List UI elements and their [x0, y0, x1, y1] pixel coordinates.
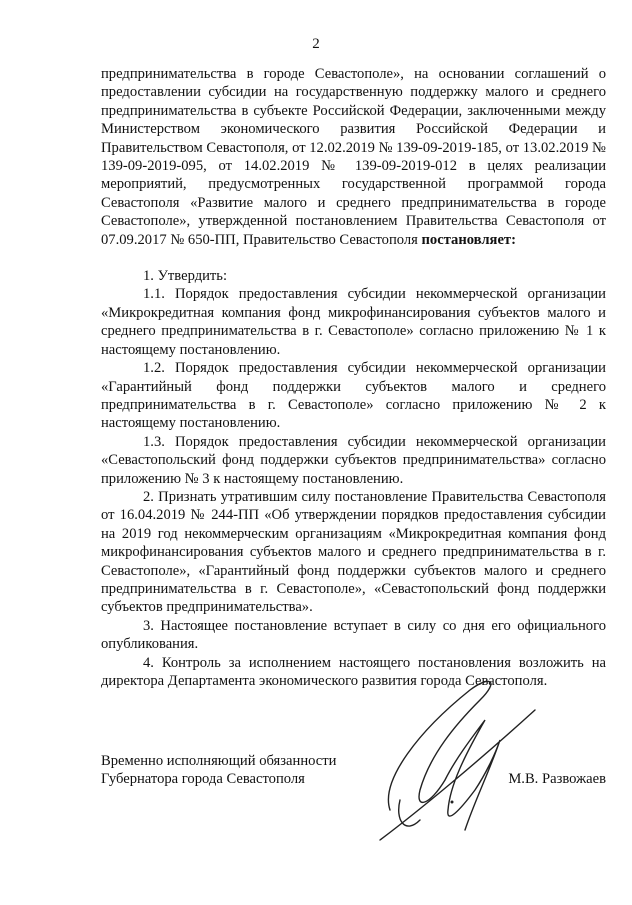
item-1-1: 1.1. Порядок предоставления субсидии некоммерческой организации «Микрокредитная компания фонд микрофинансирования субъектов малого и среднего предпринимательства в г. Севастополе» согласно приложению № 1 к настоящему постановлению.: [101, 286, 606, 358]
signer-position-line2: Губернатора города Севастополя: [101, 771, 305, 788]
signer-name: М.В. Развожаев: [508, 771, 606, 788]
item-1-2: 1.2. Порядок предоставления субсидии некоммерческой организации «Гарантийный фонд поддержки субъектов малого и среднего предпринимательства в г. Севастополе» согласно приложению № 2 к настоящему постановлению.: [101, 360, 606, 432]
preamble-text: предпринимательства в городе Севастополе», на основании соглашений о предоставлении субсидии на государственную поддержку малого и среднего предпринимательства в субъекте Российской Федерации, заключенными между Министерством экономического развития Российской Федерации и Правительством Севастополя, от 12.02.2019 № 139-09-2019-185, от 13.02.2019 № 139-09-2019-095, от 14.02.2019 № 139-09-2019-012 в целях реализации мероприятий, предусмотренных государственной программой города Севастополя «Развитие малого и среднего предпринимательства в городе Севастополе», утвержденной постановлением Правительства Севастополя от 07.09.2017 № 650-ПП, Правительство Севастополя: [101, 66, 606, 248]
signer-position-line1: Временно исполняющий обязанности: [101, 753, 337, 769]
preamble-paragraph: [101, 65, 606, 249]
document-body: [101, 65, 606, 690]
item-1: 1. Утвердить:: [143, 268, 228, 285]
signature-block: [101, 752, 606, 789]
item-4: 4. Контроль за исполнением настоящего постановления возложить на директора Департамента экономического развития города Севастополя.: [101, 654, 606, 689]
resolution-word: постановляет:: [421, 231, 516, 248]
page-number: 2: [312, 36, 320, 52]
item-2: 2. Признать утратившим силу постановление Правительства Севастополя от 16.04.2019 № 244-ПП «Об утверждении порядков предоставления субсидии на 2019 год некоммерческим организациям «Микрокредитная компания фонд микрофинансирования субъектов малого и среднего предпринимательства в г. Севастополе», «Гарантийный фонд поддержки субъектов малого и среднего предпринимательства в г. Севастополе», «Севастопольский фонд поддержки субъектов предпринимательства».: [101, 488, 606, 616]
item-1-3: 1.3. Порядок предоставления субсидии некоммерческой организации «Севастопольский фонд поддержки субъектов предпринимательства» согласно приложению № 3 к настоящему постановлению.: [101, 433, 606, 487]
item-3: 3. Настоящее постановление вступает в силу со дня его официального опубликования.: [101, 617, 606, 653]
